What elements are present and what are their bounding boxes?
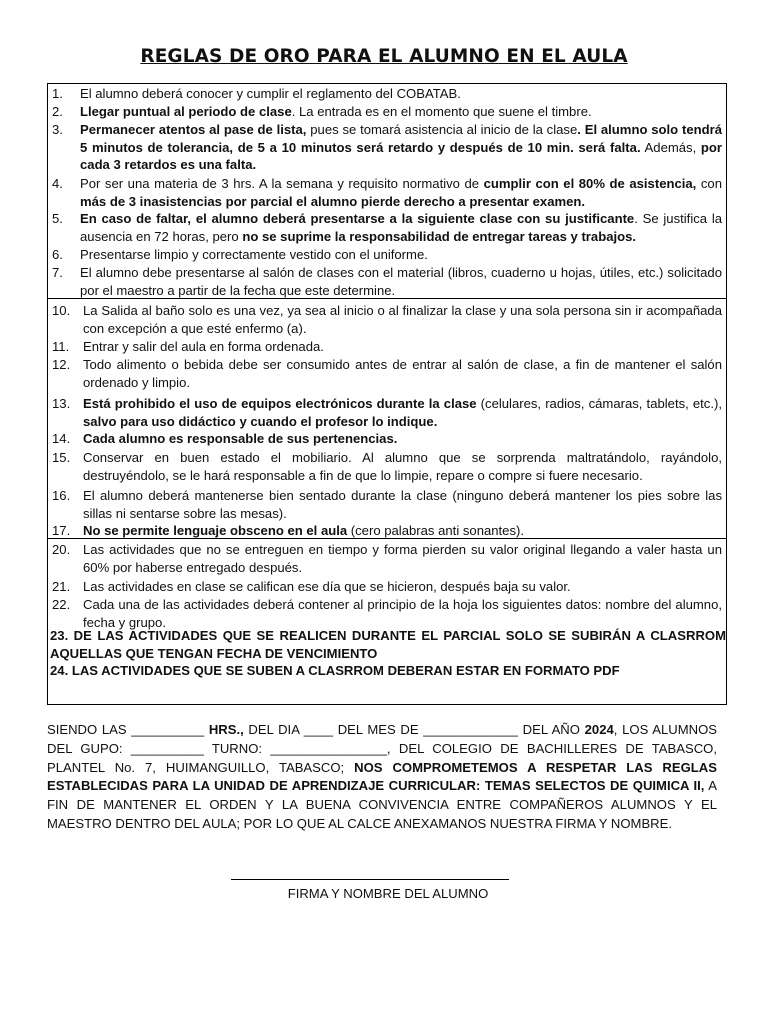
rule-text: Entrar y salir del aula en forma ordenada. bbox=[83, 339, 324, 354]
rule-number: 16. bbox=[52, 488, 71, 503]
rule-number: 7. bbox=[52, 265, 63, 280]
rule-text: Conservar en buen estado el mobiliario. Al alumno que se sorprenda maltratándolo, rayándolo, destruyéndolo, se le hará responsable a fin de que lo limpie, repare o compre si fuere necesario. bbox=[83, 450, 722, 483]
rule-number: 3. bbox=[52, 122, 63, 137]
commitment-paragraph bbox=[47, 721, 717, 834]
rule-text: Cada una de las actividades deberá contener al principio de la hoja los siguientes datos: nombre del alumno, fecha y grupo. bbox=[83, 597, 722, 630]
rule-text: más de 3 inasistencias por parcial el alumno pierde derecho a presentar examen. bbox=[80, 193, 586, 209]
rule-text: . La entrada es en el momento que suene el timbre. bbox=[291, 104, 592, 119]
rule-number: 11. bbox=[52, 339, 70, 354]
rule-text: (celulares, radios, cámaras, tablets, etc.), bbox=[476, 396, 722, 411]
rule-item bbox=[52, 487, 722, 522]
rule-text: En caso de faltar, el alumno deberá presentarse a la siguiente clase con su justificante bbox=[80, 211, 635, 226]
rule-item bbox=[52, 103, 722, 121]
rule-number: 1. bbox=[52, 86, 63, 101]
rule-text: Las actividades que no se entreguen en tiempo y forma pierden su valor original llegando a valer hasta un 60% por haberse entregado después. bbox=[83, 542, 722, 575]
rule-item bbox=[52, 121, 722, 174]
rule-number: 12. bbox=[52, 357, 71, 372]
rule-text: Llegar puntual al periodo de clase bbox=[80, 104, 292, 119]
commitment-text: HRS., bbox=[208, 722, 244, 737]
rule-text: El alumno deberá conocer y cumplir el reglamento del COBATAB. bbox=[80, 86, 461, 101]
rule-item bbox=[52, 596, 722, 631]
rule-item bbox=[52, 541, 722, 576]
rule-text: No se permite lenguaje obsceno en el aula bbox=[83, 523, 348, 538]
rule-number: 2. bbox=[52, 104, 63, 119]
rule-item bbox=[52, 356, 722, 391]
rule-number: 22. bbox=[52, 597, 71, 612]
rule-item bbox=[52, 246, 722, 264]
rule-text: (cero palabras anti sonantes). bbox=[347, 523, 525, 538]
commitment-text: SIENDO LAS __________ bbox=[47, 722, 209, 737]
rule-number: 10. bbox=[52, 303, 71, 318]
rule-item bbox=[52, 430, 722, 448]
commitment-text: DEL DIA ____ DEL MES DE _____________ DEL AÑO bbox=[243, 722, 585, 737]
rule-text: Por ser una materia de 3 hrs. A la semana y requisito normativo de bbox=[80, 176, 484, 191]
rule-text: . Se justifica la ausencia en 72 horas, pero bbox=[80, 211, 723, 244]
rule-24: 24. LAS ACTIVIDADES QUE SE SUBEN A CLASRROM DEBERAN ESTAR EN FORMATO PDF bbox=[50, 663, 620, 678]
rule-number: 15. bbox=[52, 450, 71, 465]
rule-item bbox=[52, 449, 722, 484]
rule-number: 4. bbox=[52, 176, 63, 191]
rule-text: con bbox=[696, 176, 722, 191]
rule-text: El alumno debe presentarse al salón de clases con el material (libros, cuaderno u hojas, útiles, etc.) solicitado por el maestro a partir de la fecha que este determine. bbox=[80, 265, 722, 298]
rule-number: 17. bbox=[52, 523, 71, 538]
rule-text: no se suprime la responsabilidad de entregar tareas y trabajos. bbox=[242, 228, 637, 244]
rule-item bbox=[52, 578, 722, 596]
rule-text: Las actividades en clase se califican ese día que se hicieron, después baja su valor. bbox=[83, 579, 571, 594]
rule-text: . El alumno solo tendrá 5 minutos de tolerancia, de 5 a 10 minutos será retardo y después de 10 min. será falta. bbox=[80, 122, 722, 155]
rule-text: Cada alumno es responsable de sus pertenencias. bbox=[83, 431, 398, 446]
rule-number: 14. bbox=[52, 431, 71, 446]
rule-number: 6. bbox=[52, 247, 63, 262]
rule-text: Además, bbox=[640, 139, 701, 155]
rule-text: cumplir con el 80% de asistencia, bbox=[483, 176, 697, 191]
rule-item bbox=[52, 210, 722, 245]
rule-text: Permanecer atentos al pase de lista, bbox=[80, 122, 307, 137]
rule-item bbox=[52, 338, 722, 356]
commitment-text: , LOS ALUMNOS DEL GUPO: __________ TURNO: ________________, DEL COLEGIO DE BACHILLERES DE TABASCO, PLANTEL No. 7, HUIMANGUILLO, TABASCO; bbox=[47, 722, 718, 775]
rule-text: Todo alimento o bebida debe ser consumido antes de entrar al salón de clase, a fin de mantener el salón ordenado y limpio. bbox=[83, 357, 722, 390]
document-title: REGLAS DE ORO PARA EL ALUMNO EN EL AULA bbox=[140, 46, 628, 67]
commitment-text: NOS COMPROMETEMOS A RESPETAR LAS REGLAS ESTABLECIDAS PARA LA UNIDAD DE APRENDIZAJE CURRICULAR: TEMAS SELECTOS DE QUIMICA II, bbox=[47, 759, 717, 794]
rule-text: Presentarse limpio y correctamente vestido con el uniforme. bbox=[80, 247, 428, 262]
rule-item bbox=[52, 395, 722, 430]
rule-number: 20. bbox=[52, 542, 71, 557]
rule-text: La Salida al baño solo es una vez, ya sea al inicio o al finalizar la clase y una sola persona sin ir acompañada con excepción a que esté enfermo (a). bbox=[83, 303, 722, 336]
rule-text: por cada 3 retardos es una falta. bbox=[80, 139, 722, 172]
rule-number: 5. bbox=[52, 211, 63, 226]
signature-line bbox=[231, 879, 509, 880]
rule-23: 23. DE LAS ACTIVIDADES QUE SE REALICEN DURANTE EL PARCIAL SOLO SE SUBIRÁN A CLASRROM AQUELLAS QUE TENGAN FECHA DE VENCIMIENTO bbox=[50, 628, 726, 661]
rule-text: Está prohibido el uso de equipos electrónicos durante la clase bbox=[83, 396, 477, 411]
commitment-text: 2024 bbox=[584, 722, 614, 737]
rule-text: El alumno deberá mantenerse bien sentado durante la clase (ninguno deberá mantener los pies sobre las sillas ni sentarse sobre las mesas). bbox=[83, 488, 722, 521]
rule-item bbox=[52, 85, 722, 103]
rule-text: pues se tomará asistencia al inicio de la clase bbox=[306, 122, 578, 137]
signature-label: FIRMA Y NOMBRE DEL ALUMNO bbox=[287, 886, 489, 901]
rule-item bbox=[52, 175, 722, 210]
rule-number: 13. bbox=[52, 396, 71, 411]
commitment-text: A FIN DE MANTENER EL ORDEN Y LA BUENA CONVIVENCIA ENTRE COMPAÑEROS ALUMNOS Y EL MAESTRO DENTRO DEL AULA; POR LO QUE AL CALCE ANEXAMANOS NUESTRA FIRMA Y NOMBRE. bbox=[47, 778, 717, 831]
rule-text: salvo para uso didáctico y cuando el profesor lo indique. bbox=[83, 413, 438, 429]
rule-item bbox=[52, 302, 722, 337]
rule-number: 21. bbox=[52, 579, 71, 594]
rule-item bbox=[52, 264, 722, 299]
rule-item bbox=[52, 522, 722, 540]
